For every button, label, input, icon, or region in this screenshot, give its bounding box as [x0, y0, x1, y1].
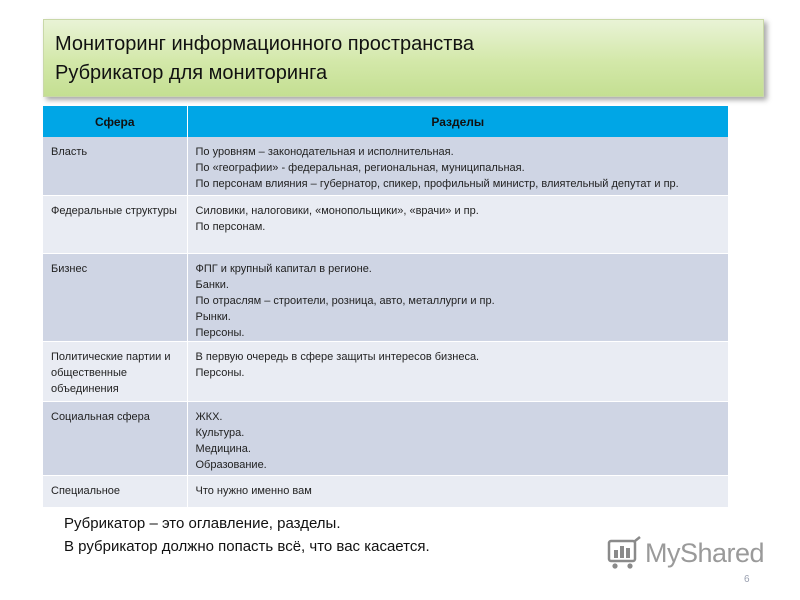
sections-cell	[187, 341, 728, 401]
section-line: По отраслям – строители, розница, авто, металлурги и пр.	[195, 294, 495, 307]
section-line: Силовики, налоговики, «монопольщики», «врачи» и пр.	[195, 204, 479, 217]
table-row	[43, 475, 728, 507]
sphere-cell: Бизнес	[43, 253, 187, 341]
section-line: В первую очередь в сфере защиты интересов бизнеса.	[195, 350, 480, 363]
section-line: Рынки.	[195, 310, 231, 323]
sphere-cell: Федеральные структуры	[43, 195, 187, 253]
section-line: По персонам.	[195, 220, 266, 233]
footnote	[64, 512, 430, 558]
header-sections: Разделы	[187, 106, 728, 137]
sphere-cell: Власть	[43, 137, 187, 195]
table-row	[43, 253, 728, 341]
page-number: 6	[744, 574, 750, 585]
section-line: ФПГ и крупный капитал в регионе.	[195, 262, 372, 275]
table-row	[43, 401, 728, 475]
section-line: По уровням – законодательная и исполнительная.	[195, 146, 454, 158]
logo-text: MyShared	[645, 537, 765, 568]
slide-title-box	[43, 19, 764, 97]
sections-cell	[187, 475, 728, 507]
myshared-logo	[607, 535, 764, 571]
rubricator-table	[43, 106, 728, 508]
myshared-cart-icon	[607, 535, 641, 571]
sphere-cell: Специальное	[43, 475, 187, 507]
header-sphere: Сфера	[43, 106, 187, 137]
footnote-line: В рубрикатор должно попасть всё, что вас касается.	[64, 538, 430, 555]
section-line: По персонам влияния – губернатор, спикер, профильный министр, влиятельный депутат и пр.	[195, 178, 679, 190]
slide-title: Мониторинг информационного пространства	[55, 33, 474, 55]
section-line: Что нужно именно вам	[195, 484, 312, 497]
table-row	[43, 137, 728, 195]
table-header-row	[43, 106, 728, 137]
footnote-line: Рубрикатор – это оглавление, разделы.	[64, 515, 341, 532]
section-line: Образование.	[195, 458, 267, 471]
sections-cell	[187, 253, 728, 341]
section-line: Культура.	[195, 426, 245, 439]
slide-subtitle: Рубрикатор для мониторинга	[55, 62, 328, 84]
section-line: Персоны.	[195, 326, 245, 339]
section-line: Медицина.	[195, 442, 251, 455]
sections-cell	[187, 401, 728, 475]
sections-cell	[187, 195, 728, 253]
sphere-cell: Политические партии и общественные объединения	[43, 341, 187, 401]
sphere-cell: Социальная сфера	[43, 401, 187, 475]
sections-cell	[187, 137, 728, 195]
section-line: Банки.	[195, 278, 229, 291]
section-line: По «географии» - федеральная, региональная, муниципальная.	[195, 162, 525, 174]
section-line: ЖКХ.	[195, 410, 223, 423]
table-row	[43, 195, 728, 253]
section-line: Персоны.	[195, 366, 245, 379]
table-row	[43, 341, 728, 401]
